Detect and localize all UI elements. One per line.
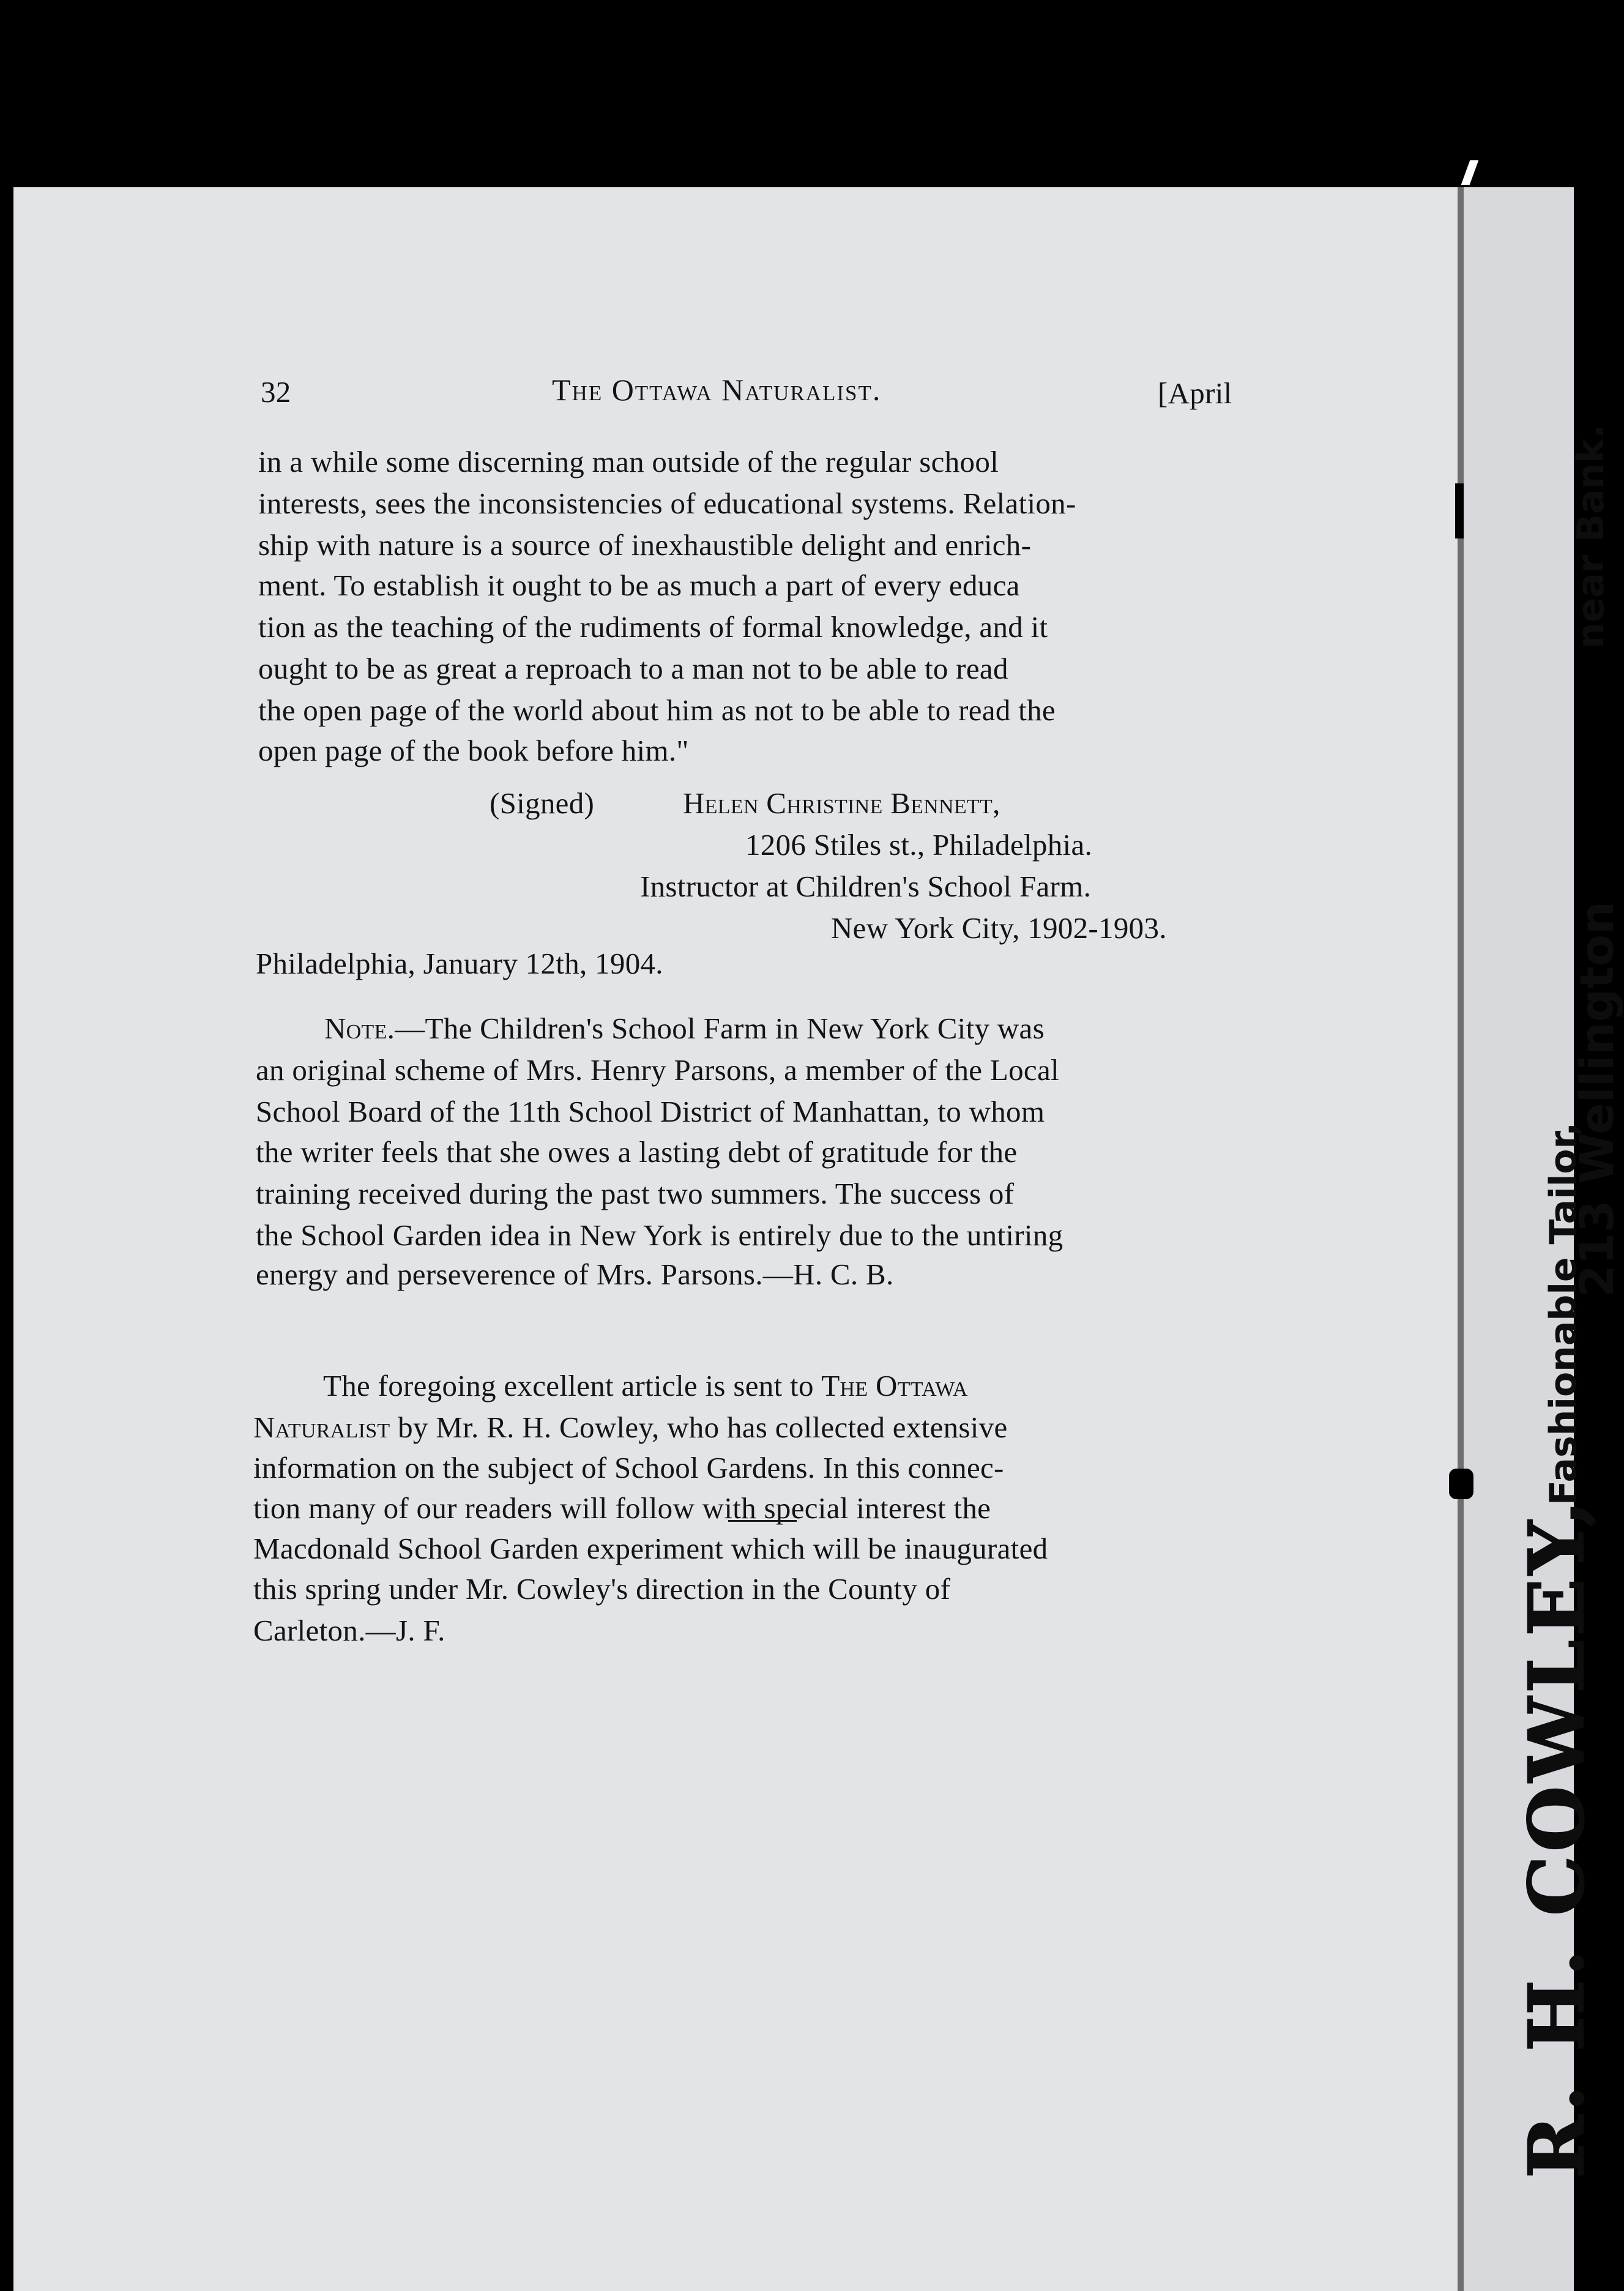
editorial-first-line: The foregoing excellent article is sent to The Ottawa (323, 1369, 968, 1403)
editorial-line: this spring under Mr. Cowley's direction in the County of (253, 1572, 951, 1606)
page-text (13, 187, 1458, 2291)
binding-mark (1455, 483, 1464, 538)
note-line: energy and perseverence of Mrs. Parsons.—H. C. B. (256, 1257, 894, 1291)
binding-mark (1461, 160, 1479, 185)
body-line: ment. To establish it ought to be as much a part of every educa (258, 568, 1020, 602)
note-line: training received during the past two summers. The success of (256, 1177, 1015, 1210)
note-line: an original scheme of Mrs. Henry Parsons, a member of the Local (256, 1053, 1059, 1087)
body-line: ship with nature is a source of inexhaustible delight and enrich- (258, 528, 1032, 562)
body-line: tion as the teaching of the rudiments of formal knowledge, and it (258, 610, 1048, 644)
advertisement-address: 213 Wellington (1570, 901, 1624, 1297)
editorial-line: information on the subject of School Gardens. In this connec- (253, 1451, 1004, 1484)
binding-mark (1449, 1469, 1473, 1499)
note-line: School Board of the 11th School District of Manhattan, to whom (256, 1095, 1045, 1128)
advertisement-description: Fashionable Tailor, (1542, 1122, 1585, 1505)
journal-name: Naturalist (253, 1410, 390, 1444)
signatory-location: New York City, 1902-1903. (831, 911, 1167, 945)
note-first-line: Note.—The Children's School Farm in New York City was (324, 1011, 1045, 1045)
note-label: Note. (324, 1011, 395, 1045)
advertisement-address-note: near Bank. (1570, 424, 1612, 649)
page-number: 32 (261, 375, 291, 409)
body-line: the open page of the world about him as not to be able to read the (258, 693, 1056, 727)
editorial-second-line: Naturalist by Mr. R. H. Cowley, who has collected extensive (253, 1410, 1008, 1444)
advertisement-name: R. H. COWLEY, (1513, 1496, 1601, 2178)
body-line: ought to be as great a reproach to a man not to be able to read (258, 652, 1008, 685)
signatory-name: Helen Christine Bennett, (683, 786, 1000, 820)
signatory-address: 1206 Stiles st., Philadelphia. (745, 828, 1093, 862)
body-line: open page of the book before him." (258, 734, 689, 767)
letter-date: Philadelphia, January 12th, 1904. (256, 947, 663, 980)
body-line: in a while some discerning man outside of the regular school (258, 445, 999, 479)
signed-label: (Signed) (490, 786, 595, 820)
running-month: [April (1158, 376, 1232, 410)
editorial-line: Macdonald School Garden experiment which will be inaugurated (253, 1532, 1048, 1565)
note-line: the School Garden idea in New York is entirely due to the untiring (256, 1218, 1063, 1252)
journal-name: The Ottawa (821, 1369, 968, 1403)
body-line: interests, sees the inconsistencies of educational systems. Relation- (258, 486, 1076, 520)
note-line: the writer feels that she owes a lasting debt of gratitude for the (256, 1135, 1018, 1169)
page (13, 187, 1458, 2291)
editorial-line: tion many of our readers will follow with special interest the (253, 1491, 991, 1525)
editorial-line: Carleton.—J. F. (253, 1614, 445, 1647)
running-title: The Ottawa Naturalist. (552, 373, 882, 407)
signatory-role: Instructor at Children's School Farm. (640, 870, 1092, 903)
